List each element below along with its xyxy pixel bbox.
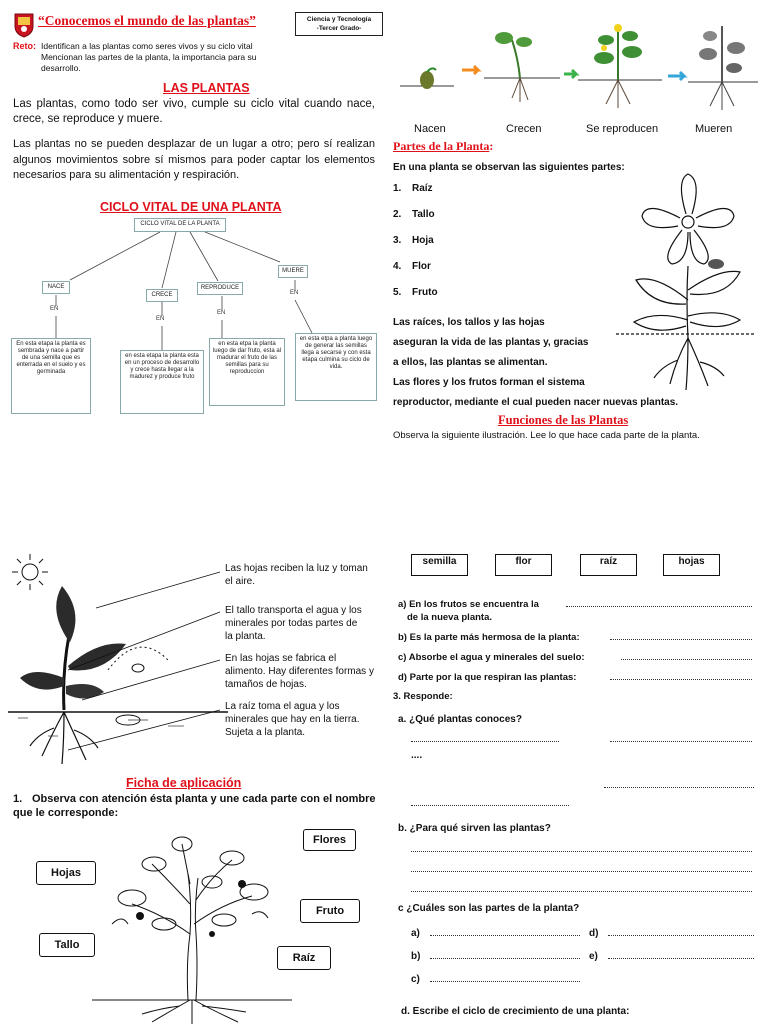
subject-line-2: -Tercer Grado-	[316, 25, 362, 32]
stage-label-se-reproducen: Se reproducen	[586, 123, 659, 135]
partes-heading	[393, 139, 493, 154]
partes-item-raiz	[393, 183, 433, 194]
qc-opt-e: e)	[589, 951, 598, 962]
funciones-heading: Funciones de las Plantas	[498, 413, 629, 427]
partes-heading-text: Partes de la Planta	[393, 139, 490, 153]
partes-num-1: 1.	[393, 183, 402, 194]
partes-num-3: 3.	[393, 235, 402, 246]
qc-opt-b: b)	[411, 951, 421, 962]
qa-blank-1[interactable]	[411, 734, 559, 742]
partes-text-4: Las flores y los frutos forman el sistema	[393, 377, 585, 388]
cmap-node-nace: NACE	[42, 281, 70, 294]
qc-opt-a: a)	[411, 928, 420, 939]
partes-item-tallo	[393, 209, 435, 220]
cmap-en-4: EN	[290, 290, 299, 296]
ficha-q1-text: Observa con atención ésta planta y une cada parte con el nombre que le corresponde:	[13, 793, 376, 819]
qc-opt-c: c)	[411, 974, 420, 985]
responde-qc: c ¿Cuáles son las partes de la planta?	[398, 903, 580, 914]
qc-blank-c[interactable]	[430, 974, 580, 982]
partes-num-5: 5.	[393, 287, 402, 298]
qa-blank-3[interactable]	[604, 780, 754, 788]
funcion-hojas-luz: Las hojas reciben la luz y toman el aire.	[225, 563, 368, 587]
reto-label: Reto:	[13, 41, 36, 51]
partes-item-fruto	[393, 287, 438, 298]
subject-line-1: Ciencia y Tecnología	[306, 16, 372, 23]
word-box-raiz: raíz	[580, 554, 637, 576]
label-box-raiz[interactable]: Raíz	[277, 946, 331, 970]
partes-intro: En una planta se observan las siguientes partes:	[393, 162, 625, 173]
qa-ellipsis: ....	[411, 750, 423, 761]
fill-a2: de la nueva planta.	[407, 612, 492, 623]
partes-text-2: aseguran la vida de las plantas y, gracias	[393, 337, 589, 348]
school-logo	[13, 12, 35, 38]
qc-blank-e[interactable]	[608, 951, 754, 959]
fill-b: b) Es la parte más hermosa de la planta:	[398, 632, 580, 643]
qc-opt-d: d)	[589, 928, 599, 939]
cmap-desc-nace: En esta etapa la planta es sembrada y nace a partir de una semilla que es enterrada en el suelo y es germinada	[11, 338, 91, 414]
cmap-node-muere: MUERE	[278, 265, 308, 278]
fill-d: d) Parte por la que respiran las plantas:	[398, 672, 577, 683]
partes-text	[393, 313, 678, 413]
label-box-flores[interactable]: Flores	[303, 829, 356, 851]
fill-c-blank[interactable]	[621, 652, 752, 660]
label-box-tallo[interactable]: Tallo	[39, 933, 95, 957]
partes-item-flor	[393, 261, 431, 272]
subject-box	[295, 12, 383, 36]
fill-a-text: a) En los frutos se encuentra la	[398, 599, 539, 610]
stage-label-mueren: Mueren	[695, 123, 733, 135]
qc-blank-a[interactable]	[430, 928, 580, 936]
reto-text	[41, 41, 371, 74]
responde-heading: 3. Responde:	[393, 691, 453, 702]
cmap-en-1: EN	[50, 306, 59, 312]
ciclo-heading: CICLO VITAL DE UNA PLANTA	[100, 200, 282, 214]
las-plantas-heading: LAS PLANTAS	[163, 81, 250, 95]
qa-blank-2[interactable]	[610, 734, 752, 742]
qb-blank-1[interactable]	[411, 844, 752, 852]
qb-blank-2[interactable]	[411, 864, 752, 872]
reto-line-1: Identifican a las plantas como seres vivos y su ciclo vital	[41, 41, 253, 51]
partes-text-flor: Flor	[412, 261, 431, 272]
tree-drawing	[92, 824, 292, 1024]
cmap-desc-reproduce: en esta etpa la planta luego de dar fruto, esta al madurar el fruto de las semillas para su reproduccion	[209, 338, 285, 406]
cmap-node-reproduce: REPRODUCE	[197, 282, 243, 295]
partes-text-5: reproductor, mediante el cual pueden nacer nuevas plantas.	[393, 397, 679, 408]
partes-heading-colon: :	[489, 139, 494, 153]
partes-text-tallo: Tallo	[412, 209, 435, 220]
cmap-node-crece: CRECE	[146, 289, 178, 302]
funcion-tallo: El tallo transporta el agua y los minerales por todas partes de la planta.	[225, 605, 362, 642]
cmap-desc-crece: en esta etapa la planta esta en un proceso de desarrollo y crece hasta llegar a la madurez y produce fruto	[120, 350, 204, 414]
cmap-desc-muere: en esta etpa a planta luego de generar las semillas llega a secarse y con esta etapa culmina su ciclo de vida.	[295, 333, 377, 401]
funcion-hojas-alimento: En las hojas se fabrica el alimento. Hay diferentes formas y tamaños de hojas.	[225, 653, 374, 690]
fill-c: c) Absorbe el agua y minerales del suelo:	[398, 652, 585, 663]
plant-stages-illustration	[392, 18, 768, 136]
partes-text-3: a ellos, las plantas se alimentan.	[393, 357, 548, 368]
fill-a-blank[interactable]	[566, 599, 752, 607]
label-box-hojas[interactable]: Hojas	[36, 861, 96, 885]
fill-b-blank[interactable]	[610, 632, 752, 640]
stage-label-nacen: Nacen	[414, 123, 446, 135]
qa-blank-4[interactable]	[411, 798, 569, 806]
qb-blank-3[interactable]	[411, 884, 752, 892]
word-box-flor: flor	[495, 554, 552, 576]
page-title: “Conocemos el mundo de las plantas”	[38, 13, 256, 28]
las-plantas-para2: Las plantas no se pueden desplazar de un lugar a otro; pero sí realizan algunos movimientos sobre sí mismos para poder captar los elementos necesarios para su alimentación y respiración.	[13, 138, 375, 181]
las-plantas-para1: Las plantas, como todo ser vivo, cumple su ciclo vital cuando nace, crece, se reproduce y muere.	[13, 98, 375, 125]
partes-text-hoja: Hoja	[412, 235, 434, 246]
qc-blank-d[interactable]	[608, 928, 754, 936]
partes-num-2: 2.	[393, 209, 402, 220]
cmap-root: CICLO VITAL DE LA PLANTA	[134, 218, 226, 232]
partes-item-hoja	[393, 235, 434, 246]
funciones-intro: Observa la siguiente ilustración. Lee lo que hace cada parte de la planta.	[393, 430, 700, 441]
ficha-heading: Ficha de aplicación	[126, 776, 242, 790]
fill-a	[398, 599, 539, 610]
qc-blank-b[interactable]	[430, 951, 580, 959]
cmap-en-3: EN	[217, 310, 226, 316]
funcion-raiz: La raíz toma el agua y los minerales que hay en la tierra. Sujeta a la planta.	[225, 701, 360, 738]
ficha-q1-num: 1.	[13, 793, 23, 805]
functions-illustration	[8, 550, 228, 770]
word-box-semilla: semilla	[411, 554, 468, 576]
label-box-fruto[interactable]: Fruto	[300, 899, 360, 923]
responde-qd: d. Escribe el ciclo de crecimiento de una planta:	[401, 1006, 630, 1017]
responde-qa: a. ¿Qué plantas conoces?	[398, 714, 522, 725]
partes-text-1: Las raíces, los tallos y las hojas	[393, 317, 545, 328]
cmap-en-2: EN	[156, 316, 165, 322]
partes-text-fruto: Fruto	[412, 287, 438, 298]
partes-num-4: 4.	[393, 261, 402, 272]
partes-text-raiz: Raíz	[412, 183, 433, 194]
word-box-hojas: hojas	[663, 554, 720, 576]
reto-line-3: desarrollo.	[41, 63, 81, 73]
reto-line-2: Mencionan las partes de la planta, la importancia para su	[41, 52, 257, 62]
stage-label-crecen: Crecen	[506, 123, 542, 135]
responde-qb: b. ¿Para qué sirven las plantas?	[398, 823, 551, 834]
ficha-q1	[13, 792, 381, 820]
fill-d-blank[interactable]	[610, 672, 752, 680]
